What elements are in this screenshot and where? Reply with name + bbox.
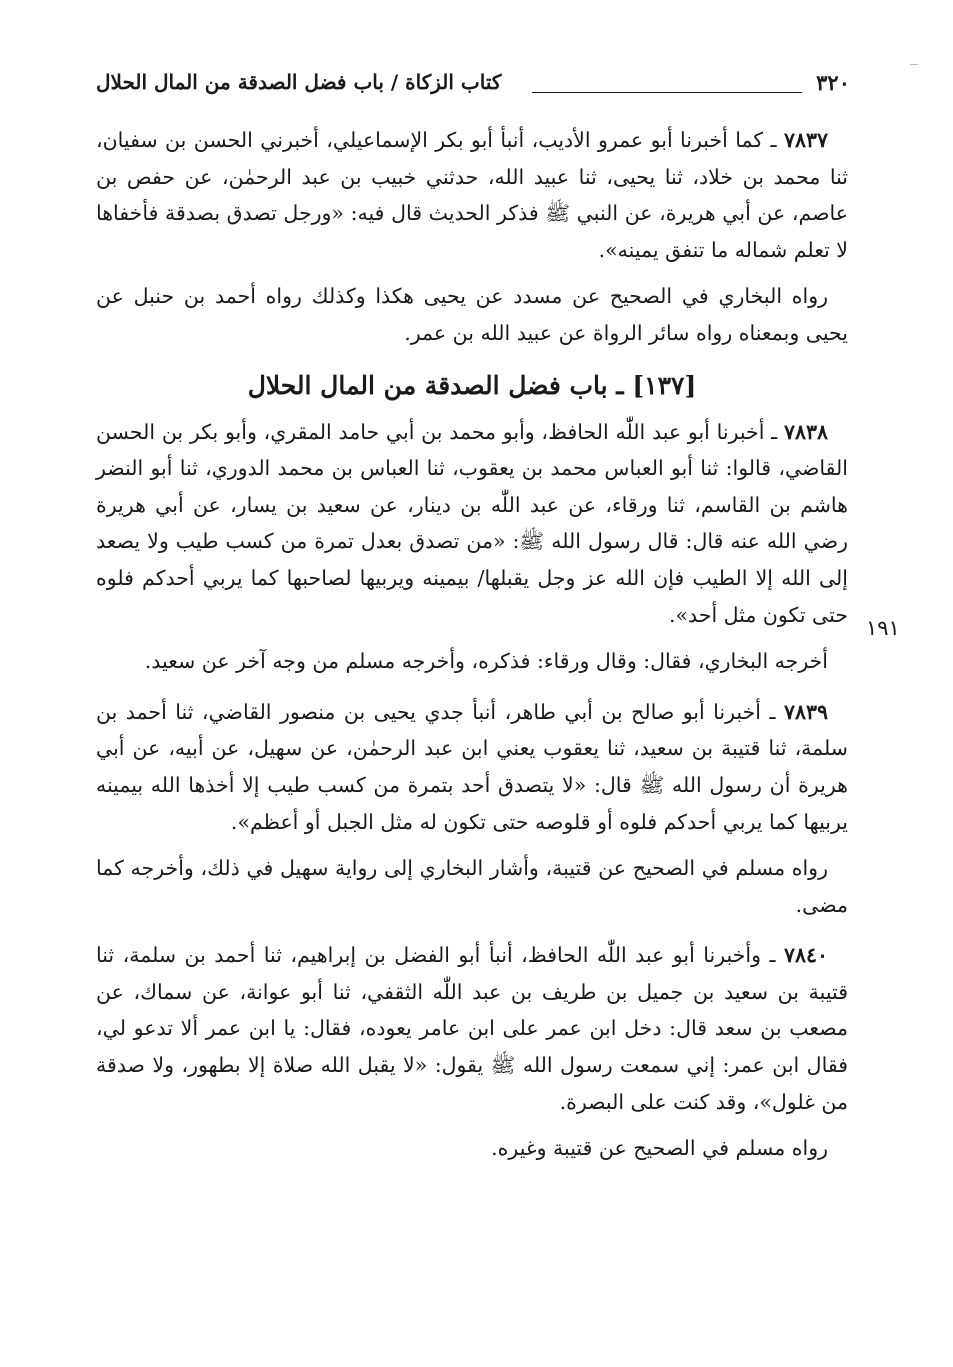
commentary-note: رواه مسلم في الصحيح عن قتيبة وغيره.	[491, 1136, 828, 1161]
hadith-7838	[96, 414, 848, 634]
hadith-text: ـ أخبرنا أبو صالح بن أبي طاهر، أنبأ جدي يحيى بن منصور القاضي، ثنا أحمد بن سلمة، ثنا قتيبة بن سعيد، ثنا يعقوب يعني ابن عبد الرحمٰن، عن سهيل، عن أبيه، عن أبي هريرة أن رسول الله ﷺ قال: «لا يتصدق أحد بتمرة من كسب طيب إلا أخذها الله بيمينه يربيها كما يربي أحدكم فلوه أو قلوصه حتى تكون له مثل الجبل أو أعظم».	[96, 699, 848, 834]
scan-mark	[910, 64, 918, 65]
commentary-note: رواه البخاري في الصحيح عن مسدد عن يحيى هكذا وكذلك رواه أحمد بن حنبل عن يحيى وبمعناه رواه سائر الرواة عن عبيد الله بن عمر.	[96, 284, 848, 345]
hadith-number: ٧٨٤٠	[783, 943, 828, 968]
hadith-number: ٧٨٣٧	[783, 128, 828, 152]
hadith-number: ٧٨٣٨	[783, 419, 828, 444]
page-header	[96, 68, 850, 108]
hadith-number: ٧٨٣٩	[783, 699, 828, 724]
hadith-7839	[96, 694, 848, 840]
commentary-note: أخرجه البخاري، فقال: وقال ورقاء: فذكره، وأخرجه مسلم من وجه آخر عن سعيد.	[144, 649, 828, 674]
chapter-heading: [١٣٧] ـ باب فضل الصدقة من المال الحلال	[247, 370, 697, 400]
page-number: ٣٢٠	[816, 70, 850, 95]
commentary-note: رواه مسلم في الصحيح عن قتيبة، وأشار البخاري إلى رواية سهيل في ذلك، وأخرجه كما مضى.	[96, 856, 848, 917]
hadith-text: ـ كما أخبرنا أبو عمرو الأديب، أنبأ أبو بكر الإسماعيلي، أخبرني الحسن بن سفيان، ثنا محمد بن خلاد، ثنا يحيى، ثنا عبيد الله، حدثني خبيب بن عبد الرحمٰن، عن حفص بن عاصم، عن أبي هريرة، عن النبي ﷺ فذكر الحديث قال فيه: «ورجل تصدق بصدقة فأخفاها لا تعلم شماله ما تنفق يمينه».	[96, 128, 848, 262]
hadith-7837	[96, 122, 848, 268]
header-rule	[532, 92, 802, 93]
running-title: كتاب الزكاة / باب فضل الصدقة من المال الحلال	[96, 70, 502, 94]
margin-folio-reference: ١٩١	[866, 616, 900, 640]
hadith-7840	[96, 937, 848, 1120]
hadith-text: ـ أخبرنا أبو عبد اللّٰه الحافظ، وأبو محمد بن أبي حامد المقري، وأبو بكر بن الحسن القاضي، قالوا: ثنا أبو العباس محمد بن يعقوب، ثنا العباس بن محمد الدوري، ثنا أبو النضر هاشم بن القاسم، ثنا ورقاء، عن عبد اللّٰه بن دينار، عن سعيد بن يسار، عن أبي هريرة رضي الله عنه قال: قال رسول الله ﷺ: «من تصدق بعدل تمرة من كسب طيب ولا يصعد إلى الله إلا الطيب فإن الله عز وجل يقبلها/ بيمينه ويربيها لصاحبها كما يربي أحدكم فلوه حتى تكون مثل أحد».	[96, 419, 848, 627]
hadith-text: ـ وأخبرنا أبو عبد اللّٰه الحافظ، أنبأ أبو الفضل بن إبراهيم، ثنا أحمد بن سلمة، ثنا قتيبة بن سعيد بن جميل بن طريف بن عبد اللّٰه الثقفي، ثنا أبو عوانة، عن سماك، عن مصعب بن سعد قال: دخل ابن عمر على ابن عامر يعوده، فقال: يا ابن عمر ألا تدعو لي، فقال ابن عمر: إني سمعت رسول الله ﷺ يقول: «لا يقبل الله صلاة إلا بطهور، ولا صدقة من غلول»، وقد كنت على البصرة.	[96, 943, 848, 1114]
page-body	[96, 122, 848, 1181]
